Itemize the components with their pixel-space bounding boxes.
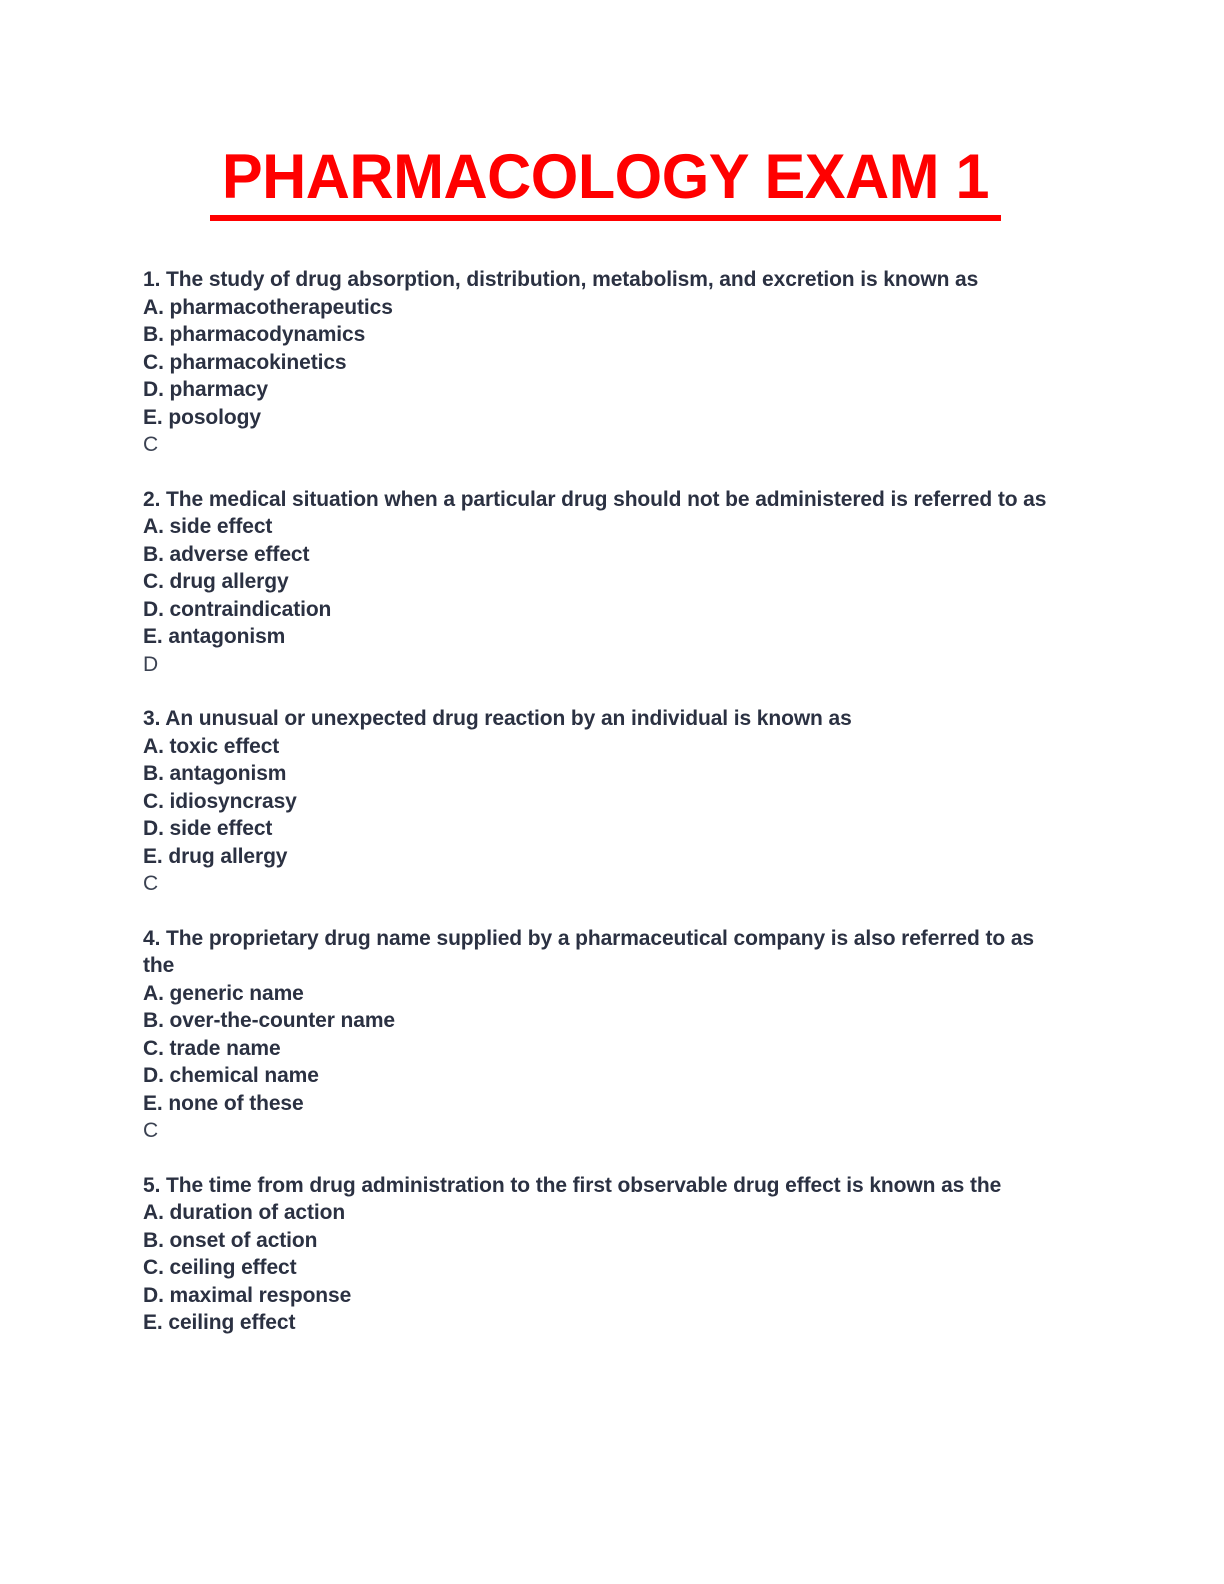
answer-letter: D <box>143 652 159 676</box>
page-title: PHARMACOLOGY EXAM 1 <box>221 142 990 212</box>
question-option[interactable]: E. drug allergy <box>143 844 288 868</box>
answer-letter: C <box>143 872 159 895</box>
question-option[interactable]: C. idiosyncrasy <box>143 789 297 813</box>
question-option[interactable]: C. ceiling effect <box>143 1256 297 1279</box>
document-body <box>143 128 1068 1337</box>
question-option[interactable]: B. over-the-counter name <box>143 1009 395 1032</box>
title-underline-rule <box>210 215 1001 221</box>
question-option[interactable]: A. pharmacotherapeutics <box>143 295 393 319</box>
question-option[interactable]: D. pharmacy <box>143 378 268 401</box>
question-option[interactable]: C. trade name <box>143 1036 281 1060</box>
question-option[interactable]: D. chemical name <box>143 1064 319 1087</box>
question-prompt: 4. The proprietary drug name supplied by a pharmaceutical company is also referred to as the <box>143 926 1034 977</box>
question-option[interactable]: D. maximal response <box>143 1283 352 1307</box>
question-option[interactable]: A. generic name <box>143 981 304 1005</box>
question-option[interactable]: B. pharmacodynamics <box>143 323 366 346</box>
question-option[interactable]: B. adverse effect <box>143 542 310 566</box>
questions-list <box>143 266 1068 1337</box>
question-option[interactable]: D. contraindication <box>143 597 332 621</box>
question-prompt: 3. An unusual or unexpected drug reaction by an individual is known as <box>143 707 852 730</box>
question-option[interactable]: E. antagonism <box>143 625 286 648</box>
question-option[interactable]: C. drug allergy <box>143 570 289 593</box>
answer-letter: C <box>143 433 159 456</box>
question-option[interactable]: B. antagonism <box>143 762 287 785</box>
question-option[interactable]: B. onset of action <box>143 1228 318 1252</box>
question-option[interactable]: A. toxic effect <box>143 734 280 758</box>
question-block <box>143 1172 1068 1337</box>
question-block <box>143 705 1068 898</box>
question-prompt: 2. The medical situation when a particular drug should not be administered is referred to as <box>143 487 1047 511</box>
answer-letter: C <box>143 1119 159 1142</box>
question-prompt: 1. The study of drug absorption, distribution, metabolism, and excretion is known as <box>143 268 979 291</box>
question-option[interactable]: D. side effect <box>143 817 273 840</box>
question-block <box>143 266 1068 459</box>
question-option[interactable]: E. ceiling effect <box>143 1311 296 1334</box>
question-option[interactable]: E. none of these <box>143 1091 304 1115</box>
exam-title-container <box>143 128 1068 221</box>
exam-title-inner <box>210 142 1001 221</box>
question-option[interactable]: E. posology <box>143 405 261 429</box>
question-option[interactable]: A. duration of action <box>143 1201 346 1224</box>
question-block <box>143 486 1068 679</box>
question-prompt: 5. The time from drug administration to the first observable drug effect is known as the <box>143 1173 1002 1197</box>
question-option[interactable]: C. pharmacokinetics <box>143 350 347 374</box>
question-block <box>143 925 1068 1145</box>
question-option[interactable]: A. side effect <box>143 515 273 538</box>
